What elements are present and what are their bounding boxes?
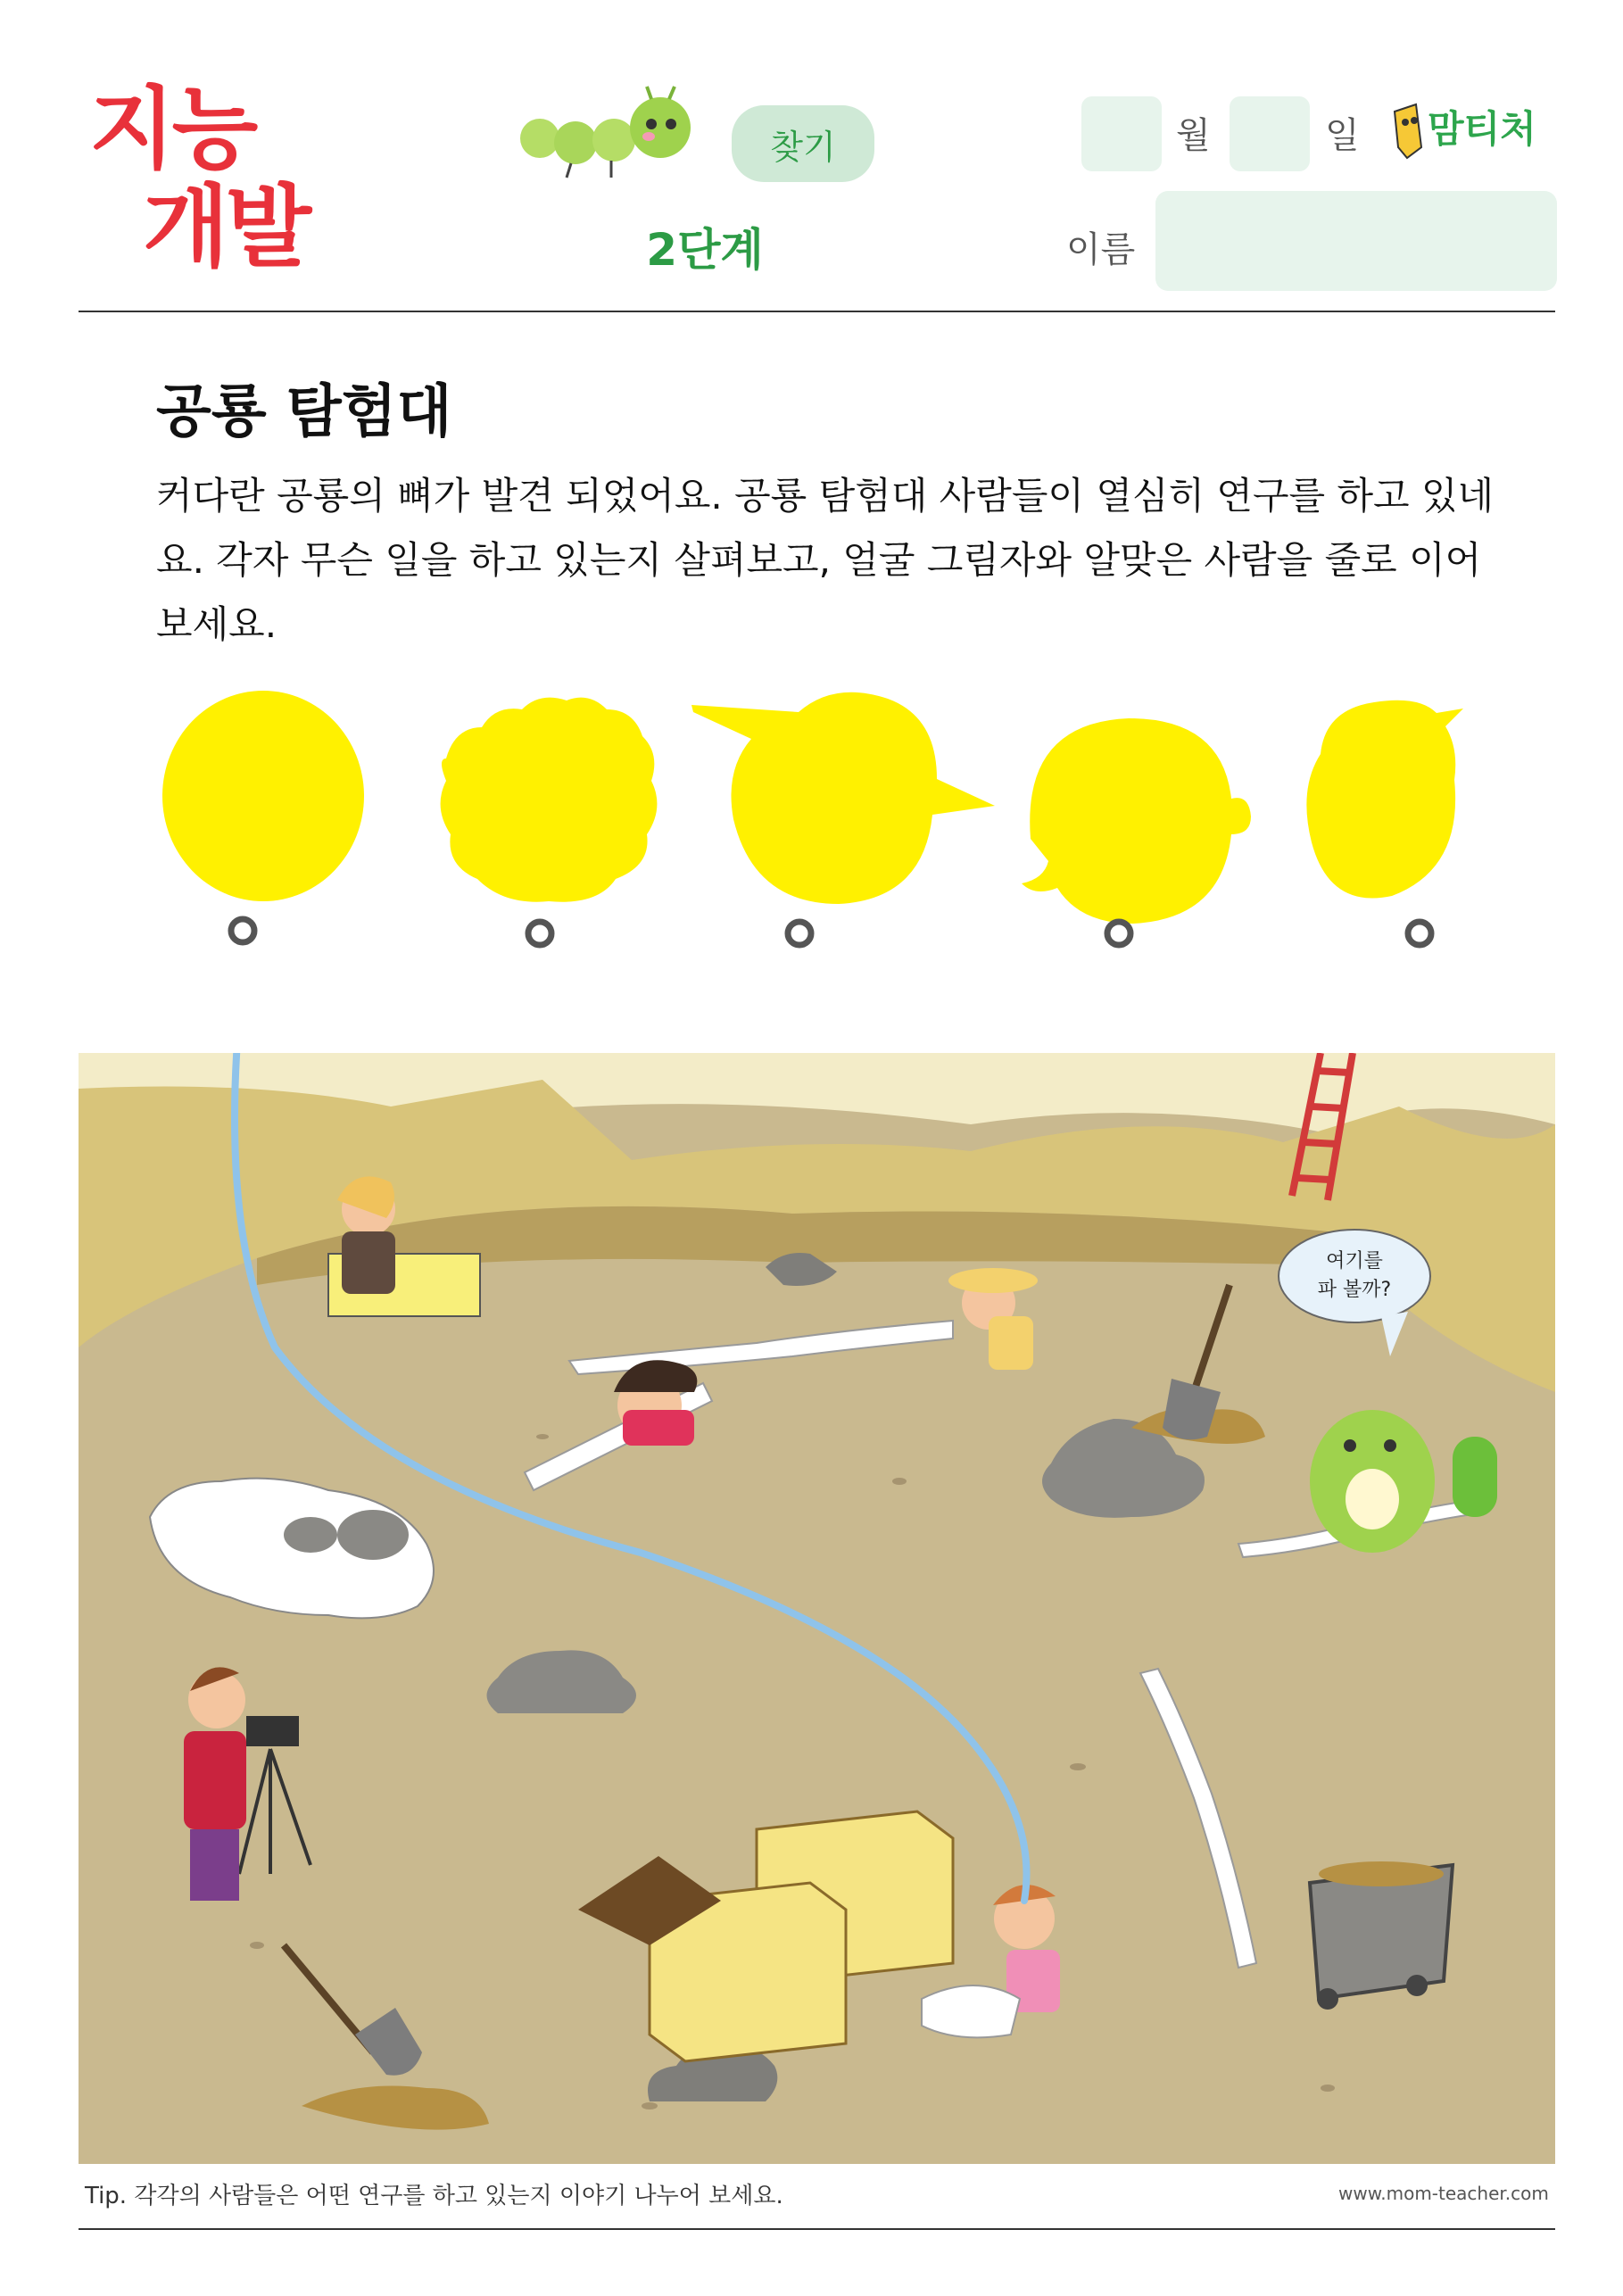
level-label: 2단계 xyxy=(646,224,764,276)
connector-dot-2[interactable] xyxy=(528,922,551,945)
silhouette-2 xyxy=(441,698,658,902)
month-input-box[interactable] xyxy=(1081,96,1162,171)
connector-dot-1[interactable] xyxy=(231,919,254,942)
mode-badge: 찾기 xyxy=(732,105,874,182)
page-title: 공룡 탐험대 xyxy=(156,379,452,445)
silhouette-1 xyxy=(162,691,364,901)
connector-dot-5[interactable] xyxy=(1408,922,1431,945)
speech-bubble-line2: 파 볼까? xyxy=(1317,1279,1392,1301)
silhouette-3 xyxy=(691,692,995,904)
day-label: 일 xyxy=(1325,115,1360,156)
connector-dot-4[interactable] xyxy=(1107,922,1130,945)
speech-bubble-line1: 여기를 xyxy=(1326,1250,1383,1272)
tip-text: Tip. 각각의 사람들은 어떤 연구를 하고 있는지 이야기 나누어 보세요. xyxy=(85,2183,783,2209)
name-label: 이름 xyxy=(1066,229,1136,270)
connector-dot-3[interactable] xyxy=(788,922,811,945)
footer-divider xyxy=(79,2228,1555,2230)
site-logo xyxy=(89,77,339,281)
person-photographer xyxy=(184,1667,246,1901)
silhouette-5 xyxy=(1306,700,1463,899)
instructions-text: 커다란 공룡의 뼈가 발견 되었어요. 공룡 탐험대 사람들이 열심히 연구를 하고 있네요. 각자 무슨 일을 하고 있는지 살펴보고, 얼굴 그림자와 알맞은 사람을 줄로 이어 보세요. xyxy=(156,474,1495,646)
month-label: 월 xyxy=(1176,115,1211,156)
brand-name: 맘티처 xyxy=(1428,107,1536,151)
silhouette-row xyxy=(0,660,1623,982)
silhouette-4 xyxy=(1022,718,1251,924)
day-input-box[interactable] xyxy=(1230,96,1310,171)
caterpillar-icon xyxy=(518,85,723,183)
header-divider xyxy=(79,311,1555,312)
website-link[interactable]: www.mom-teacher.com xyxy=(1338,2183,1549,2204)
name-input-box[interactable] xyxy=(1155,191,1557,291)
logo-line1: 지능 xyxy=(89,77,255,181)
dig-site-illustration xyxy=(79,1053,1555,2164)
logo-line2: 개발 xyxy=(143,175,309,279)
